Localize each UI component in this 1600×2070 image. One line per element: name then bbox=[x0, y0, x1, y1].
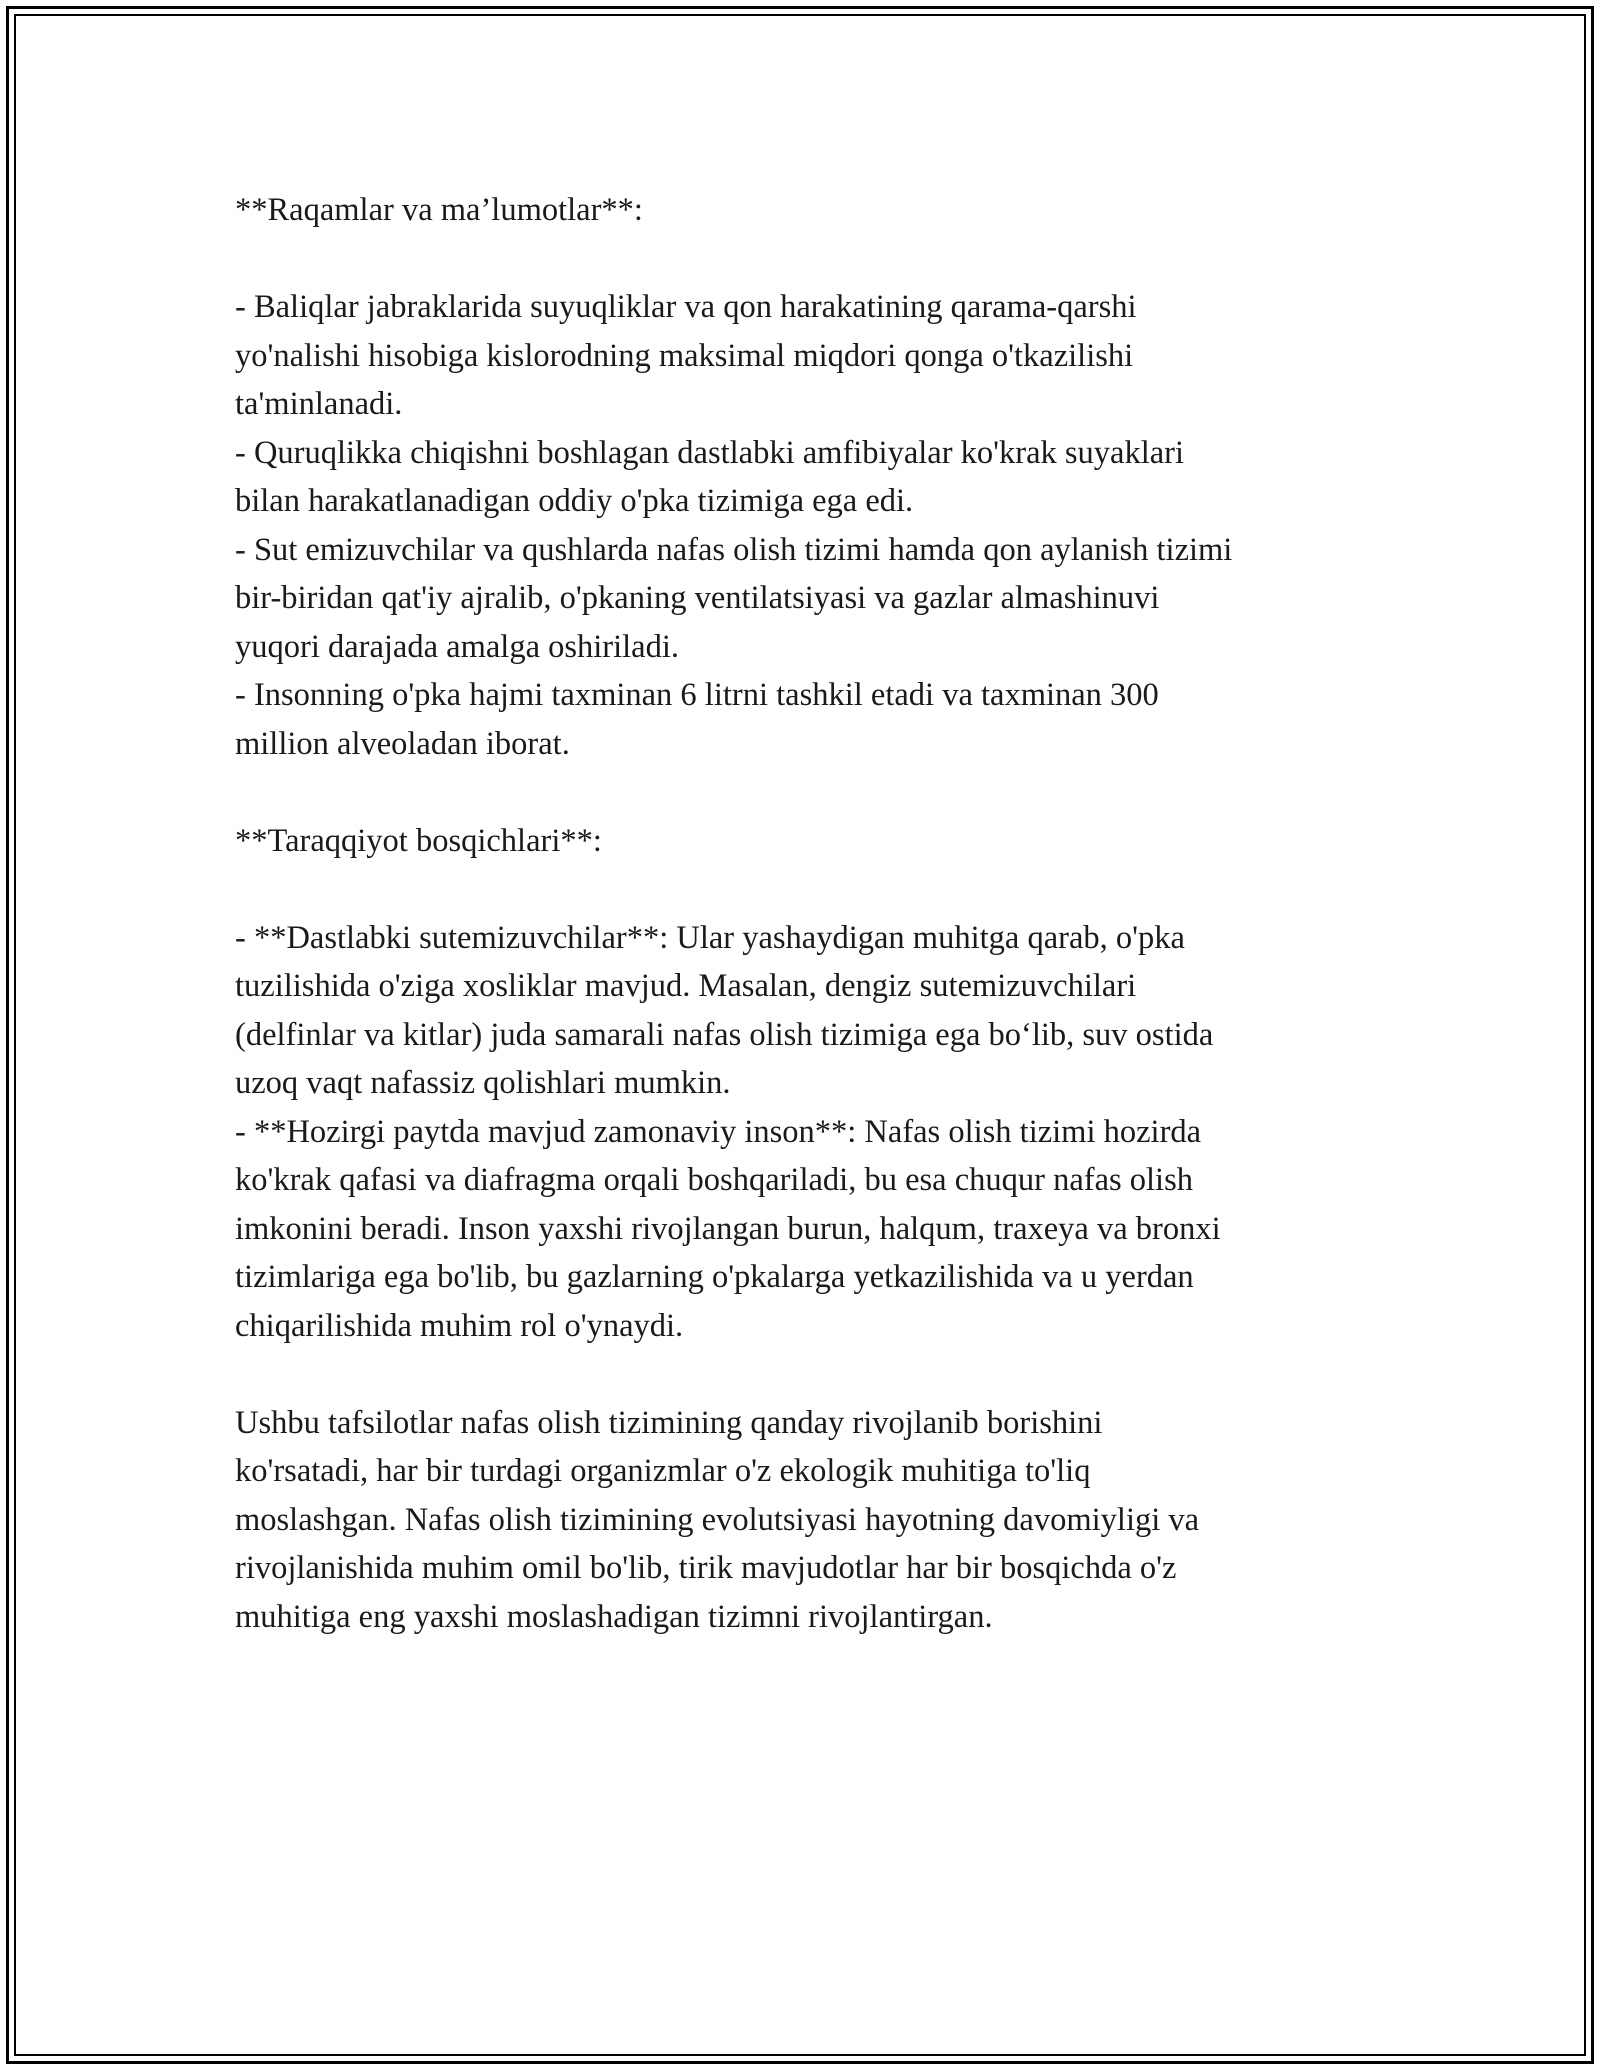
fact-item-mammals-birds: - Sut emizuvchilar va qushlarda nafas olish tizimi hamda qon aylanish tizimi bir-biridan qat'iy ajralib, o'pkaning ventilatsiyasi va gazlar almashinuvi yuqori darajada amalga oshiriladi. bbox=[235, 531, 1233, 665]
conclusion-paragraph: Ushbu tafsilotlar nafas olish tizimining qanday rivojlanib borishini ko'rsatadi, har bir turdagi organizmlar o'z ekologik muhitiga to'liq moslashgan. Nafas olish tizimining evolutsiyasi hayotning davomiyligi va rivojlanishida muhim omil bo'lib, tirik mavjudotlar har bir bosqichda o'z muhitiga eng yaxshi moslashadigan tizimni rivojlantirgan. bbox=[235, 1404, 1200, 1635]
fact-item-amphibians: - Quruqlikka chiqishni boshlagan dastlabki amfibiyalar ko'krak suyaklari bilan harakatlanadigan oddiy o'pka tizimiga ega edi. bbox=[235, 434, 1185, 519]
stage-item-modern-human: - **Hozirgi paytda mavjud zamonaviy inson**: Nafas olish tizimi hozirda ko'krak qafasi va diafragma orqali boshqariladi, bu esa chuqur nafas olish imkonini beradi. Inson yaxshi rivojlangan burun, halqum, traxeya va bronxi tizimlariga ega bo'lib, bu gazlarning o'pkalarga yetkazilishida va u yerdan chiqarilishida muhim rol o'ynaydi. bbox=[235, 1113, 1221, 1344]
spacer bbox=[235, 235, 1385, 284]
stage-item-early-mammals: - **Dastlabki sutemizuvchilar**: Ular yashaydigan muhitga qarab, o'pka tuzilishida o'ziga xosliklar mavjud. Masalan, dengiz sutemizuvchilari (delfinlar va kitlar) juda samarali nafas olish tizimiga ega bo‘lib, suv ostida uzoq vaqt nafassiz qolishlari mumkin. bbox=[235, 919, 1214, 1101]
fact-item-human-lungs: - Insonning o'pka hajmi taxminan 6 litrni tashkil etadi va taxminan 300 million alveoladan iborat. bbox=[235, 677, 1159, 762]
spacer bbox=[235, 768, 1385, 817]
spacer bbox=[235, 1350, 1385, 1399]
fact-item-fish: - Baliqlar jabraklarida suyuqliklar va qon harakatining qarama-qarshi yo'nalishi hisobiga kislorodning maksimal miqdori qonga o'tkazilishi ta'minlanadi. bbox=[235, 289, 1137, 422]
document-body bbox=[235, 186, 1385, 1641]
spacer bbox=[235, 865, 1385, 914]
section-heading-facts: **Raqamlar va ma’lumotlar**: bbox=[235, 192, 643, 228]
section-heading-stages: **Taraqqiyot bosqichlari**: bbox=[235, 822, 602, 859]
